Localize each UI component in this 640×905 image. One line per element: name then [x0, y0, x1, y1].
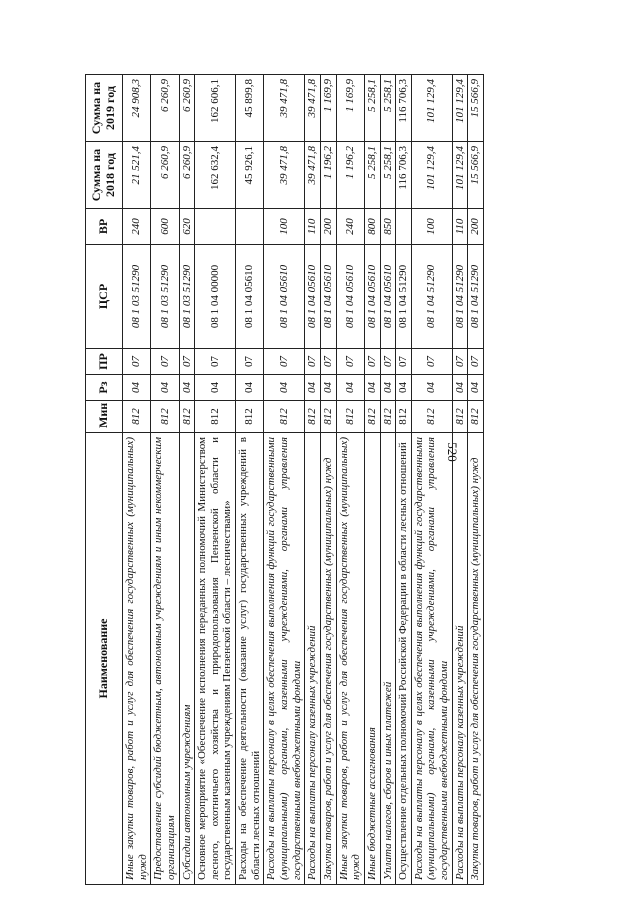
cell-vr: 200: [320, 209, 336, 245]
cell-csr: 08 1 04 05610: [305, 245, 321, 349]
cell-min: 812: [468, 401, 484, 433]
cell-name: Закупка товаров, работ и услуг для обеспечения государственных (муниципальных) нужд: [320, 433, 336, 885]
cell-rz: 04: [320, 375, 336, 401]
cell-pr: 07: [264, 349, 305, 375]
cell-min: 812: [305, 401, 321, 433]
cell-csr: 08 1 04 05610: [336, 245, 364, 349]
cell-min: 812: [123, 401, 151, 433]
cell-rz: 04: [411, 375, 452, 401]
cell-vr: 240: [336, 209, 364, 245]
cell-vr: [195, 209, 236, 245]
cell-sum-2019: 39 471,8: [264, 75, 305, 142]
cell-rz: 04: [264, 375, 305, 401]
cell-csr: 08 1 04 51290: [396, 245, 412, 349]
cell-pr: 07: [468, 349, 484, 375]
table-row: [195, 75, 236, 885]
cell-sum-2019: 116 706,3: [396, 75, 412, 142]
cell-csr: 08 1 04 05610: [320, 245, 336, 349]
cell-name: Расходы на обеспечение деятельности (оказание услуг) государственных учреждений в области лесных отношений: [236, 433, 264, 885]
cell-pr: 07: [320, 349, 336, 375]
cell-pr: 07: [411, 349, 452, 375]
cell-pr: 07: [123, 349, 151, 375]
cell-vr: 600: [151, 209, 179, 245]
table-body: [123, 75, 484, 885]
cell-sum-2018: 45 926,1: [236, 142, 264, 209]
cell-csr: 08 1 03 51290: [179, 245, 195, 349]
cell-sum-2019: 1 169,9: [336, 75, 364, 142]
cell-min: 812: [264, 401, 305, 433]
cell-pr: 07: [380, 349, 396, 375]
cell-sum-2018: 101 129,4: [452, 142, 468, 209]
cell-rz: 04: [195, 375, 236, 401]
budget-table: [85, 74, 484, 885]
cell-sum-2018: 116 706,3: [396, 142, 412, 209]
cell-pr: 07: [336, 349, 364, 375]
cell-name: Основное мероприятие «Обеспечение исполнения переданных полномочий Министерством лесного, охотничьего хозяйства и природопользования Пензенской области и государственным казенным учреждениям Пензенской области – лесничествами»: [195, 433, 236, 885]
cell-name: Иные закупки товаров, работ и услуг для обеспечения государственных (муниципальных) нужд: [123, 433, 151, 885]
cell-pr: 07: [179, 349, 195, 375]
cell-sum-2019: 5 258,1: [364, 75, 380, 142]
cell-sum-2018: 162 632,4: [195, 142, 236, 209]
cell-sum-2018: 39 471,8: [305, 142, 321, 209]
cell-min: 812: [380, 401, 396, 433]
cell-rz: 04: [396, 375, 412, 401]
cell-min: 812: [320, 401, 336, 433]
table-row: [452, 75, 468, 885]
cell-sum-2018: 21 521,4: [123, 142, 151, 209]
cell-rz: 04: [364, 375, 380, 401]
table-row: [320, 75, 336, 885]
header-pr: ПР: [86, 349, 123, 375]
cell-min: 812: [364, 401, 380, 433]
cell-csr: 08 1 04 05610: [380, 245, 396, 349]
cell-pr: 07: [236, 349, 264, 375]
cell-pr: 07: [305, 349, 321, 375]
rotated-page: [85, 75, 555, 885]
cell-rz: 04: [123, 375, 151, 401]
cell-name: Иные бюджетные ассигнования: [364, 433, 380, 885]
cell-vr: 240: [123, 209, 151, 245]
header-min: Мин: [86, 401, 123, 433]
cell-rz: 04: [336, 375, 364, 401]
cell-vr: [236, 209, 264, 245]
cell-csr: 08 1 03 51290: [151, 245, 179, 349]
cell-sum-2018: 1 196,2: [336, 142, 364, 209]
table-row: [151, 75, 179, 885]
cell-rz: 04: [452, 375, 468, 401]
cell-sum-2019: 45 899,8: [236, 75, 264, 142]
cell-min: 812: [195, 401, 236, 433]
cell-csr: 08 1 04 00000: [195, 245, 236, 349]
cell-rz: 04: [380, 375, 396, 401]
cell-name: Уплата налогов, сборов и иных платежей: [380, 433, 396, 885]
cell-min: 812: [236, 401, 264, 433]
header-csr: ЦСР: [86, 245, 123, 349]
cell-sum-2018: 1 196,2: [320, 142, 336, 209]
cell-csr: 08 1 04 05610: [364, 245, 380, 349]
cell-vr: 850: [380, 209, 396, 245]
cell-sum-2019: 5 258,1: [380, 75, 396, 142]
cell-sum-2019: 39 471,8: [305, 75, 321, 142]
cell-sum-2019: 24 908,3: [123, 75, 151, 142]
cell-vr: 620: [179, 209, 195, 245]
cell-csr: 08 1 04 51290: [452, 245, 468, 349]
cell-sum-2019: 6 260,9: [179, 75, 195, 142]
table-row: [396, 75, 412, 885]
header-sum-2019: Сумма на 2019 год: [86, 75, 123, 142]
cell-name: Расходы на выплаты персоналу казенных учреждений: [452, 433, 468, 885]
cell-sum-2018: 5 258,1: [364, 142, 380, 209]
cell-sum-2018: 101 129,4: [411, 142, 452, 209]
cell-vr: [396, 209, 412, 245]
cell-sum-2019: 101 129,4: [411, 75, 452, 142]
table-row: [123, 75, 151, 885]
cell-pr: 07: [396, 349, 412, 375]
table-row: [305, 75, 321, 885]
cell-csr: 08 1 04 05610: [236, 245, 264, 349]
cell-rz: 04: [468, 375, 484, 401]
cell-sum-2019: 101 129,4: [452, 75, 468, 142]
cell-name: Закупка товаров, работ и услуг для обеспечения государственных (муниципальных) нужд: [468, 433, 484, 885]
cell-name: Расходы на выплаты персоналу казенных учреждений: [305, 433, 321, 885]
cell-pr: 07: [151, 349, 179, 375]
cell-pr: 07: [195, 349, 236, 375]
cell-name: Расходы на выплаты персоналу в целях обеспечения выполнения функций государственными (муниципальными) органами, казенными учреждениями, органами управления государственными внебюджетными фондами: [411, 433, 452, 885]
header-vr: ВР: [86, 209, 123, 245]
cell-sum-2019: 6 260,9: [151, 75, 179, 142]
cell-min: 812: [336, 401, 364, 433]
cell-sum-2018: 6 260,9: [151, 142, 179, 209]
cell-sum-2019: 15 566,9: [468, 75, 484, 142]
table-row: [264, 75, 305, 885]
cell-name: Расходы на выплаты персоналу в целях обеспечения выполнения функций государственными (муниципальными) органами, казенными учреждениями, органами управления государственными внебюджетными фондами: [264, 433, 305, 885]
cell-name: Субсидии автономным учреждениям: [179, 433, 195, 885]
cell-csr: 08 1 04 51290: [411, 245, 452, 349]
cell-rz: 04: [151, 375, 179, 401]
cell-vr: 110: [452, 209, 468, 245]
cell-vr: 110: [305, 209, 321, 245]
cell-name: Предоставление субсидий бюджетным, автономным учреждениям и иным некоммерческим организациям: [151, 433, 179, 885]
cell-sum-2018: 15 566,9: [468, 142, 484, 209]
cell-vr: 100: [411, 209, 452, 245]
cell-pr: 07: [452, 349, 468, 375]
header-sum-2018: Сумма на 2018 год: [86, 142, 123, 209]
cell-min: 812: [396, 401, 412, 433]
table-row: [468, 75, 484, 885]
cell-min: 812: [411, 401, 452, 433]
cell-csr: 08 1 03 51290: [123, 245, 151, 349]
cell-name: Осуществление отдельных полномочий Российской Федерации в области лесных отношений: [396, 433, 412, 885]
cell-sum-2019: 162 606,1: [195, 75, 236, 142]
cell-min: 812: [151, 401, 179, 433]
cell-sum-2018: 39 471,8: [264, 142, 305, 209]
cell-sum-2018: 6 260,9: [179, 142, 195, 209]
page-number: 520: [445, 442, 460, 462]
cell-min: 812: [179, 401, 195, 433]
header-rz: Рз: [86, 375, 123, 401]
header-name: Наименование: [86, 433, 123, 885]
cell-csr: 08 1 04 05610: [264, 245, 305, 349]
cell-min: 812: [452, 401, 468, 433]
table-row: [179, 75, 195, 885]
table-row: [364, 75, 380, 885]
cell-vr: 200: [468, 209, 484, 245]
cell-csr: 08 1 04 51290: [468, 245, 484, 349]
table-row: [411, 75, 452, 885]
cell-name: Иные закупки товаров, работ и услуг для обеспечения государственных (муниципальных) нужд: [336, 433, 364, 885]
table-header-row: [86, 75, 123, 885]
table-row: [380, 75, 396, 885]
cell-rz: 04: [179, 375, 195, 401]
table-row: [336, 75, 364, 885]
cell-vr: 100: [264, 209, 305, 245]
table-row: [236, 75, 264, 885]
cell-sum-2019: 1 169,9: [320, 75, 336, 142]
cell-pr: 07: [364, 349, 380, 375]
cell-sum-2018: 5 258,1: [380, 142, 396, 209]
cell-rz: 04: [305, 375, 321, 401]
cell-rz: 04: [236, 375, 264, 401]
cell-vr: 800: [364, 209, 380, 245]
